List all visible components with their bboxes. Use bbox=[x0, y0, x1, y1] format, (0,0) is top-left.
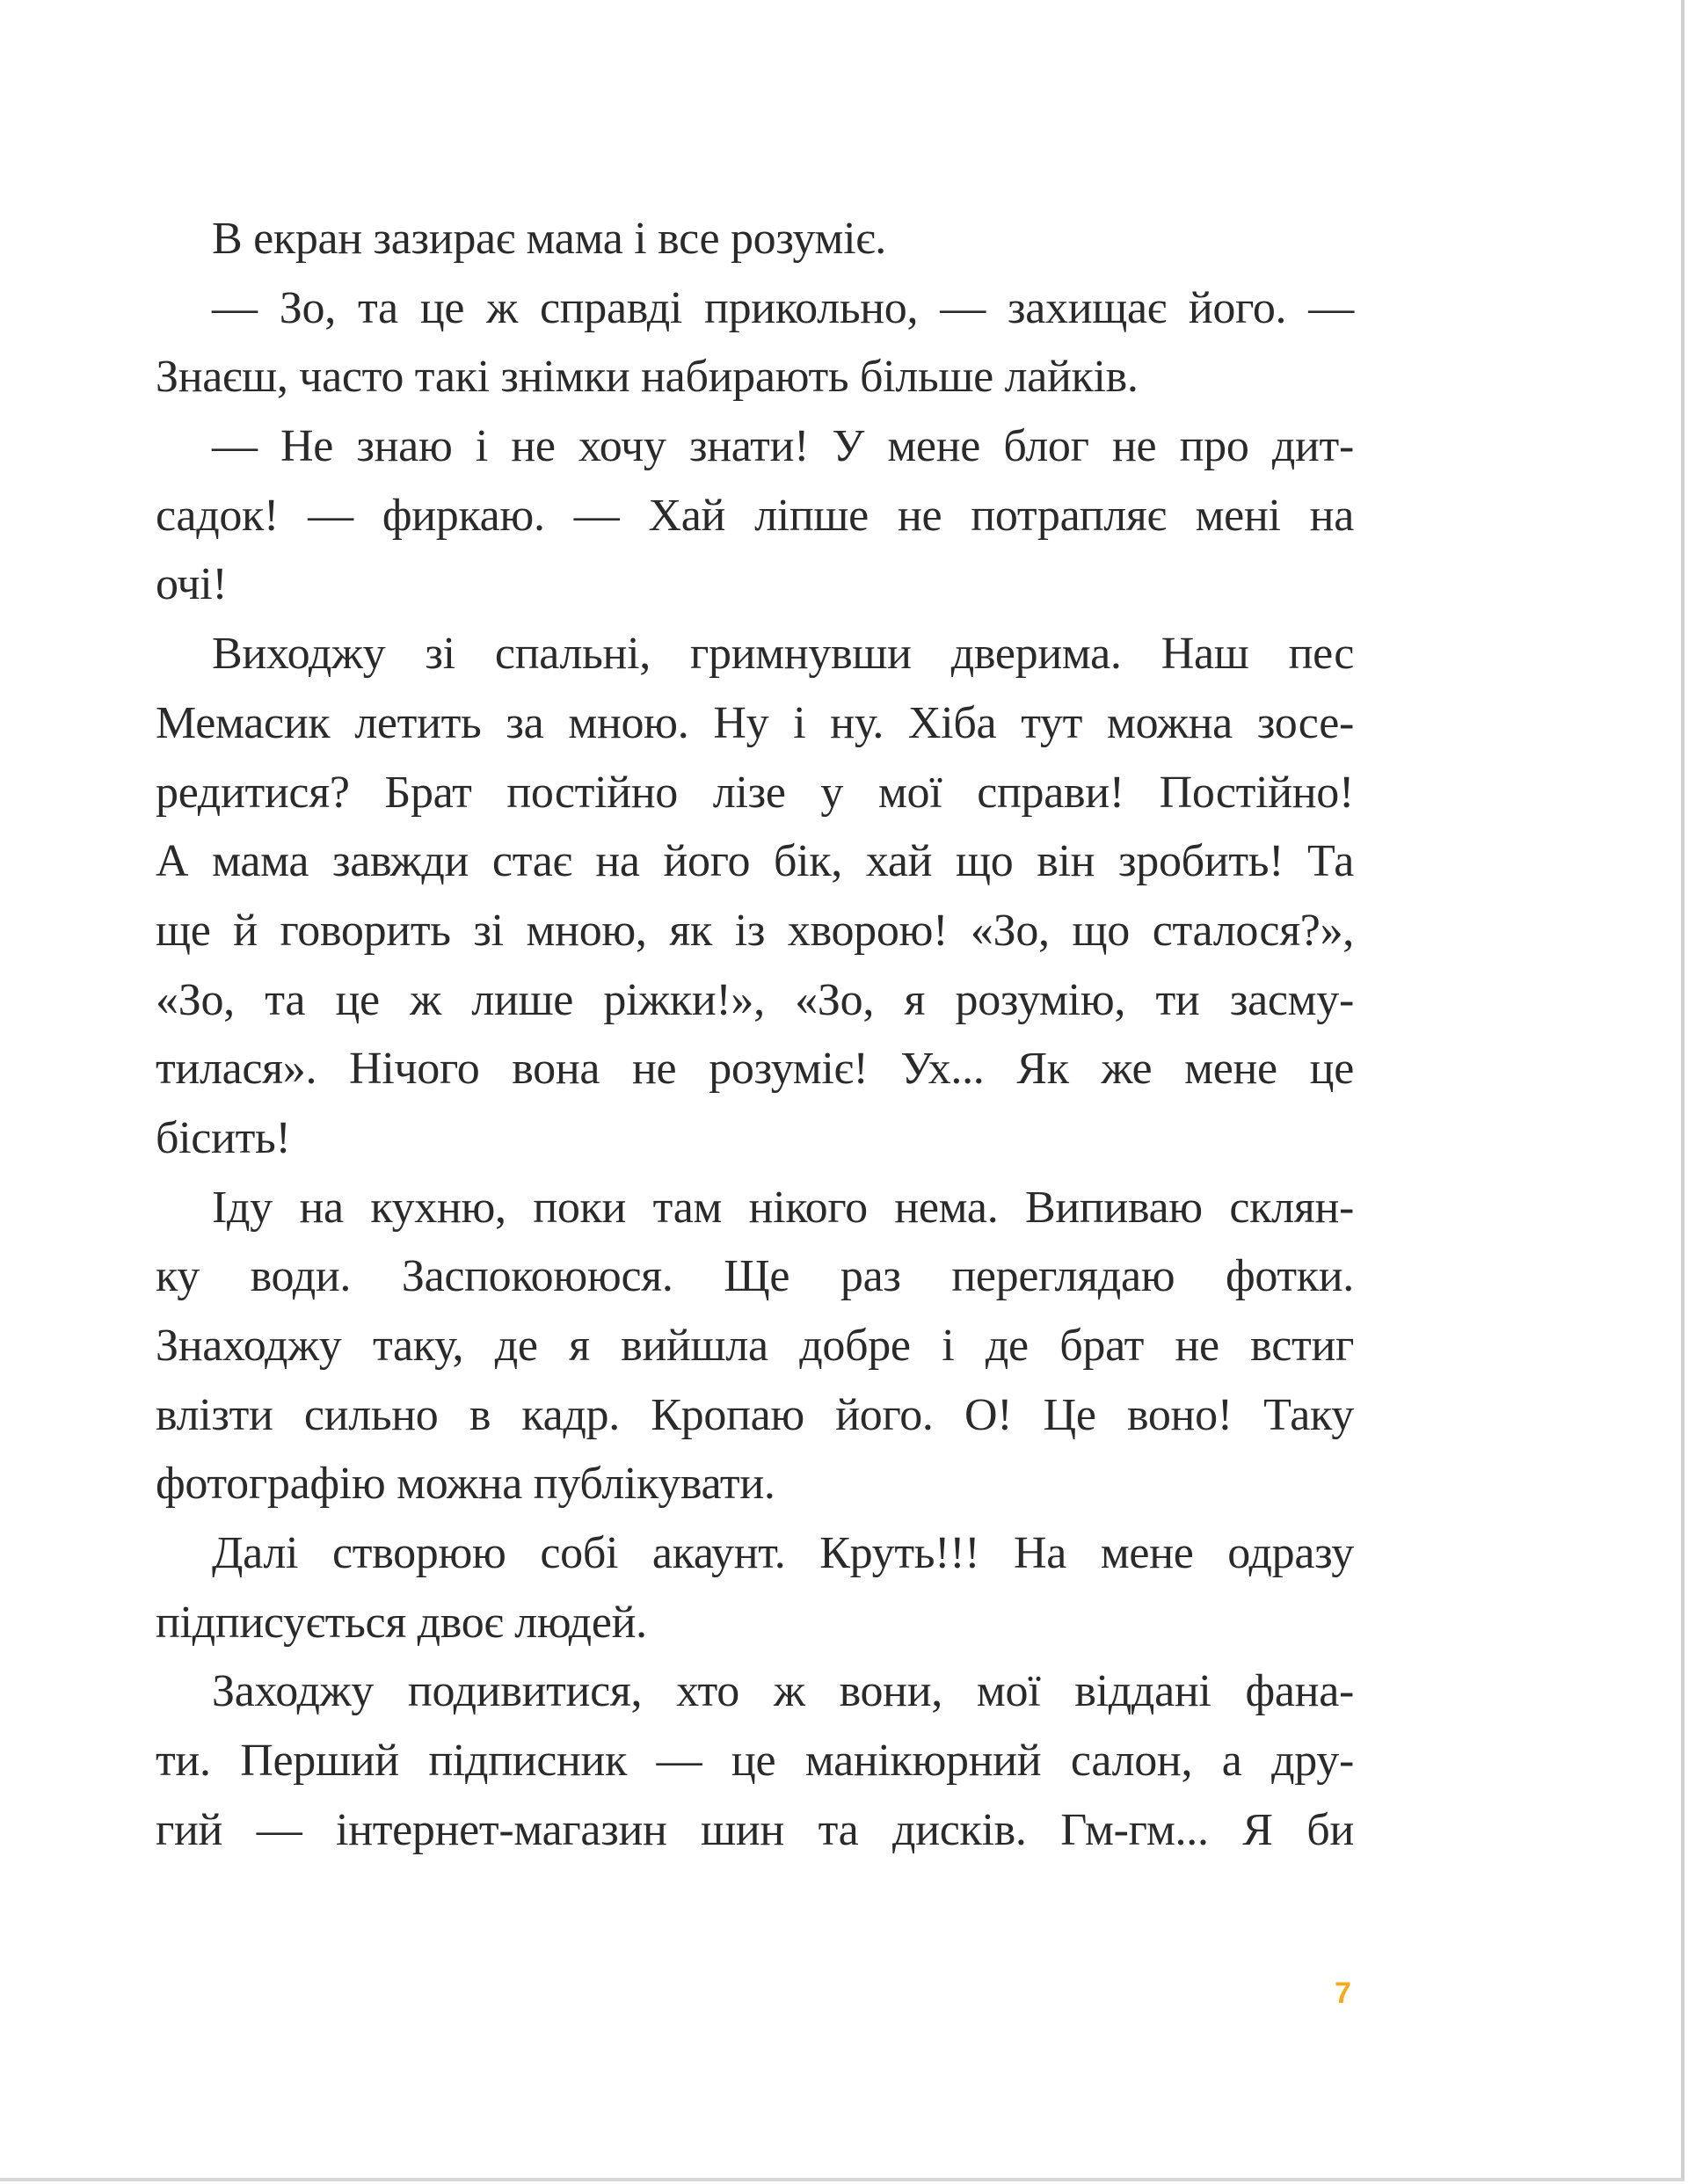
text-line: А мама завжди стає на його бік, хай що він зробить! Та bbox=[156, 836, 1354, 887]
text-line: Знаєш, часто такі знімки набирають більше лайків. bbox=[156, 352, 1139, 403]
text-line: Іду на кухню, поки там нікого нема. Випиваю склян- bbox=[212, 1182, 1354, 1233]
text-line: очі! bbox=[156, 559, 228, 610]
text-line: ку води. Заспокоююся. Ще раз переглядаю фотки. bbox=[156, 1251, 1354, 1302]
text-line: Виходжу зі спальні, гримнувши дверима. Наш пес bbox=[212, 629, 1354, 680]
text-line: Знаходжу таку, де я вийшла добре і де брат не встиг bbox=[156, 1321, 1354, 1371]
text-line: фотографію можна публікувати. bbox=[156, 1459, 775, 1510]
text-line: влізти сильно в кадр. Кропаю його. О! Це воно! Таку bbox=[156, 1389, 1354, 1440]
text-line: В екран зазирає мама і все розуміє. bbox=[212, 214, 887, 264]
text-line: бісить! bbox=[156, 1112, 291, 1163]
text-line: ще й говорить зі мною, як із хворою! «Зо, що сталося?», bbox=[156, 905, 1354, 956]
body-text bbox=[156, 205, 1354, 1866]
page-number: 7 bbox=[1335, 1977, 1351, 2010]
text-line: — Не знаю і не хочу знати! У мене блог не про дит- bbox=[212, 421, 1354, 472]
text-line: редитися? Брат постійно лізе у мої справи! Постійно! bbox=[156, 767, 1354, 818]
text-line: підписується двоє людей. bbox=[156, 1597, 647, 1648]
text-line: тилася». Нічого вона не розуміє! Ух... Як же мене це bbox=[156, 1044, 1354, 1095]
text-line: Заходжу подивитися, хто ж вони, мої віддані фана- bbox=[212, 1666, 1354, 1717]
text-line: Далі створюю собі акаунт. Круть!!! На мене одразу bbox=[212, 1528, 1354, 1579]
text-line: садок! — фиркаю. — Хай ліпше не потрапляє мені на bbox=[156, 490, 1354, 541]
text-line: ти. Перший підписник — це манікюрний салон, а дру- bbox=[156, 1736, 1354, 1787]
text-line: гий — інтернет-магазин шин та дисків. Гм-гм... Я би bbox=[156, 1804, 1354, 1855]
text-line: «Зо, та це ж лише ріжки!», «Зо, я розумію, ти засму- bbox=[156, 974, 1354, 1025]
text-line: — Зо, та це ж справді прикольно, — захищає його. — bbox=[212, 282, 1354, 333]
text-line: Мемасик летить за мною. Ну і ну. Хіба тут можна зосе- bbox=[156, 697, 1354, 748]
